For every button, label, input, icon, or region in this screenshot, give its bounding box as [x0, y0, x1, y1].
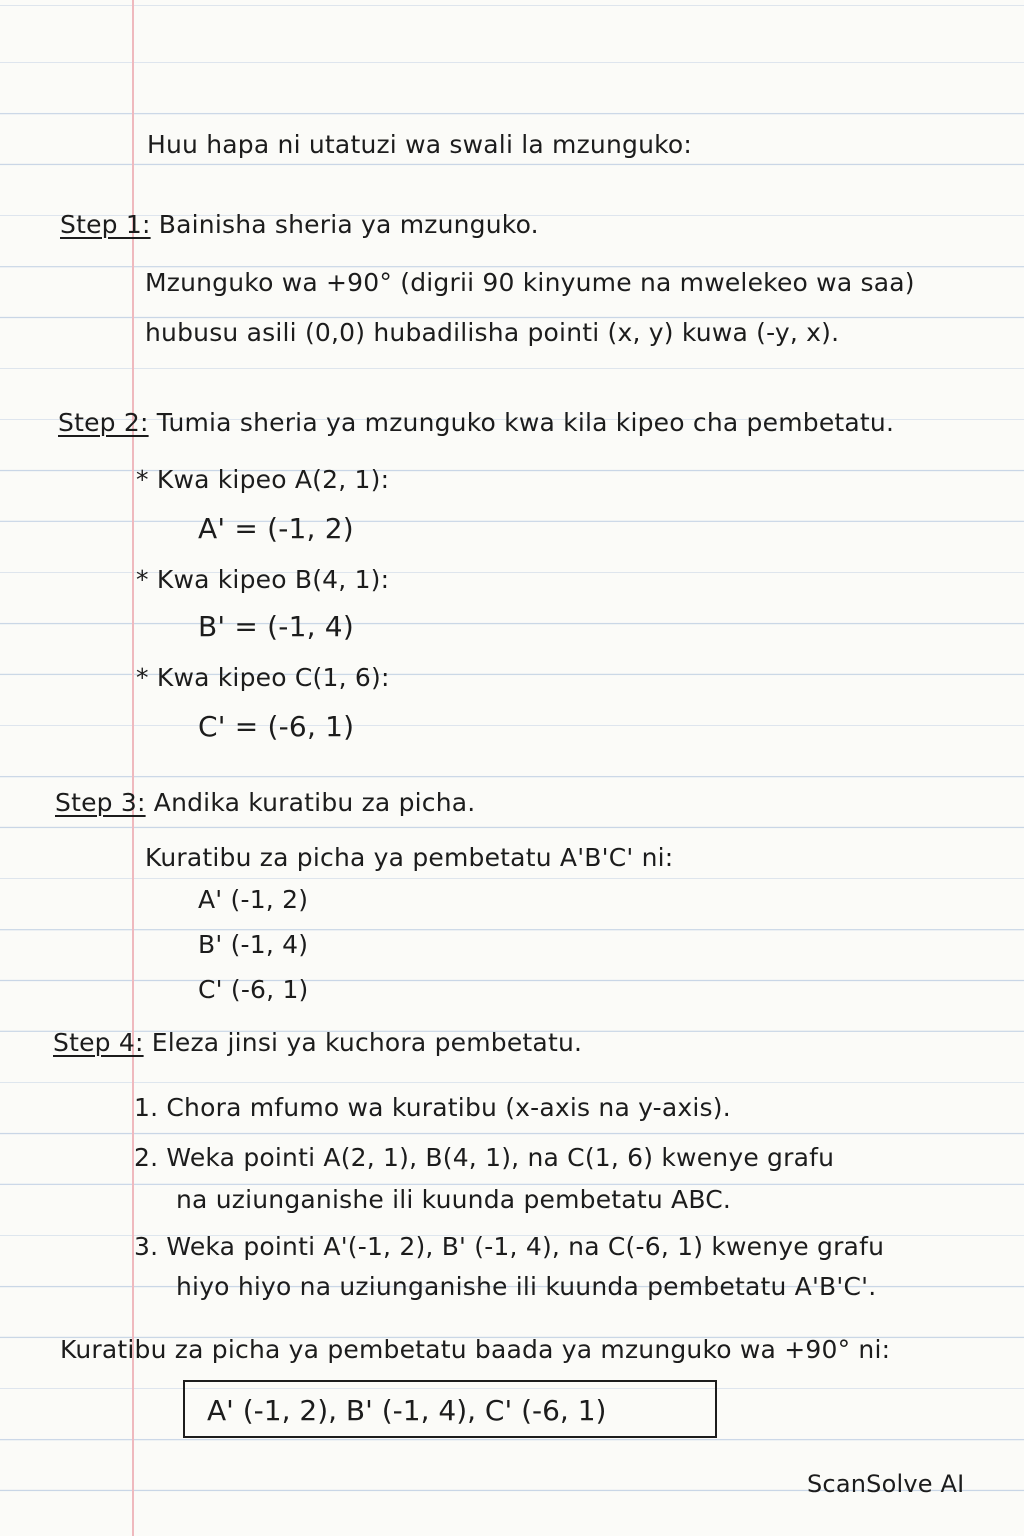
step1-label: Step 1: [60, 210, 151, 239]
instruction-2: 2. Weka pointi A(2, 1), B(4, 1), na C(1, 6) kwenye grafu [134, 1143, 835, 1172]
instruction-1: 1. Chora mfumo wa kuratibu (x-axis na y-axis). [134, 1093, 731, 1122]
instruction-3: 3. Weka pointi A'(-1, 2), B' (-1, 4), na C(-6, 1) kwenye grafu [134, 1232, 885, 1261]
step3-label: Step 3: [55, 788, 146, 817]
vertex-b-label: * Kwa kipeo B(4, 1): [136, 565, 390, 594]
conclusion-text: Kuratibu za picha ya pembetatu baada ya mzunguko wa +90° ni: [60, 1335, 891, 1364]
step1-line2: hubusu asili (0,0) hubadilisha pointi (x, y) kuwa (-y, x). [145, 318, 840, 347]
instruction-2-cont: na uziunganishe ili kuunda pembetatu ABC. [176, 1185, 732, 1214]
step2-title: Tumia sheria ya mzunguko kwa kila kipeo cha pembetatu. [156, 408, 895, 437]
vertex-c-label: * Kwa kipeo C(1, 6): [136, 663, 390, 692]
vertex-b-result: B' = (-1, 4) [198, 610, 354, 643]
step4-title: Eleza jinsi ya kuchora pembetatu. [151, 1028, 583, 1057]
image-point-c: C' (-6, 1) [198, 975, 309, 1004]
watermark: ScanSolve AI [807, 1470, 965, 1498]
step2-heading [58, 408, 894, 438]
step4-label: Step 4: [53, 1028, 144, 1057]
step3-heading [55, 788, 475, 818]
final-answer: A' (-1, 2), B' (-1, 4), C' (-6, 1) [207, 1394, 607, 1427]
step3-title: Andika kuratibu za picha. [153, 788, 476, 817]
step1-heading [60, 210, 539, 240]
vertex-a-label: * Kwa kipeo A(2, 1): [136, 465, 390, 494]
step3-intro: Kuratibu za picha ya pembetatu A'B'C' ni: [145, 843, 674, 872]
intro-text: Huu hapa ni utatuzi wa swali la mzunguko: [147, 130, 693, 159]
step2-label: Step 2: [58, 408, 149, 437]
image-point-b: B' (-1, 4) [198, 930, 309, 959]
image-point-a: A' (-1, 2) [198, 885, 309, 914]
step1-line1: Mzunguko wa +90° (digrii 90 kinyume na mwelekeo wa saa) [145, 268, 915, 297]
vertex-a-result: A' = (-1, 2) [198, 512, 354, 545]
instruction-3-cont: hiyo hiyo na uziunganishe ili kuunda pembetatu A'B'C'. [176, 1272, 877, 1301]
step4-heading [53, 1028, 582, 1058]
step1-title: Bainisha sheria ya mzunguko. [158, 210, 539, 239]
vertex-c-result: C' = (-6, 1) [198, 710, 355, 743]
final-answer-box [183, 1380, 717, 1438]
